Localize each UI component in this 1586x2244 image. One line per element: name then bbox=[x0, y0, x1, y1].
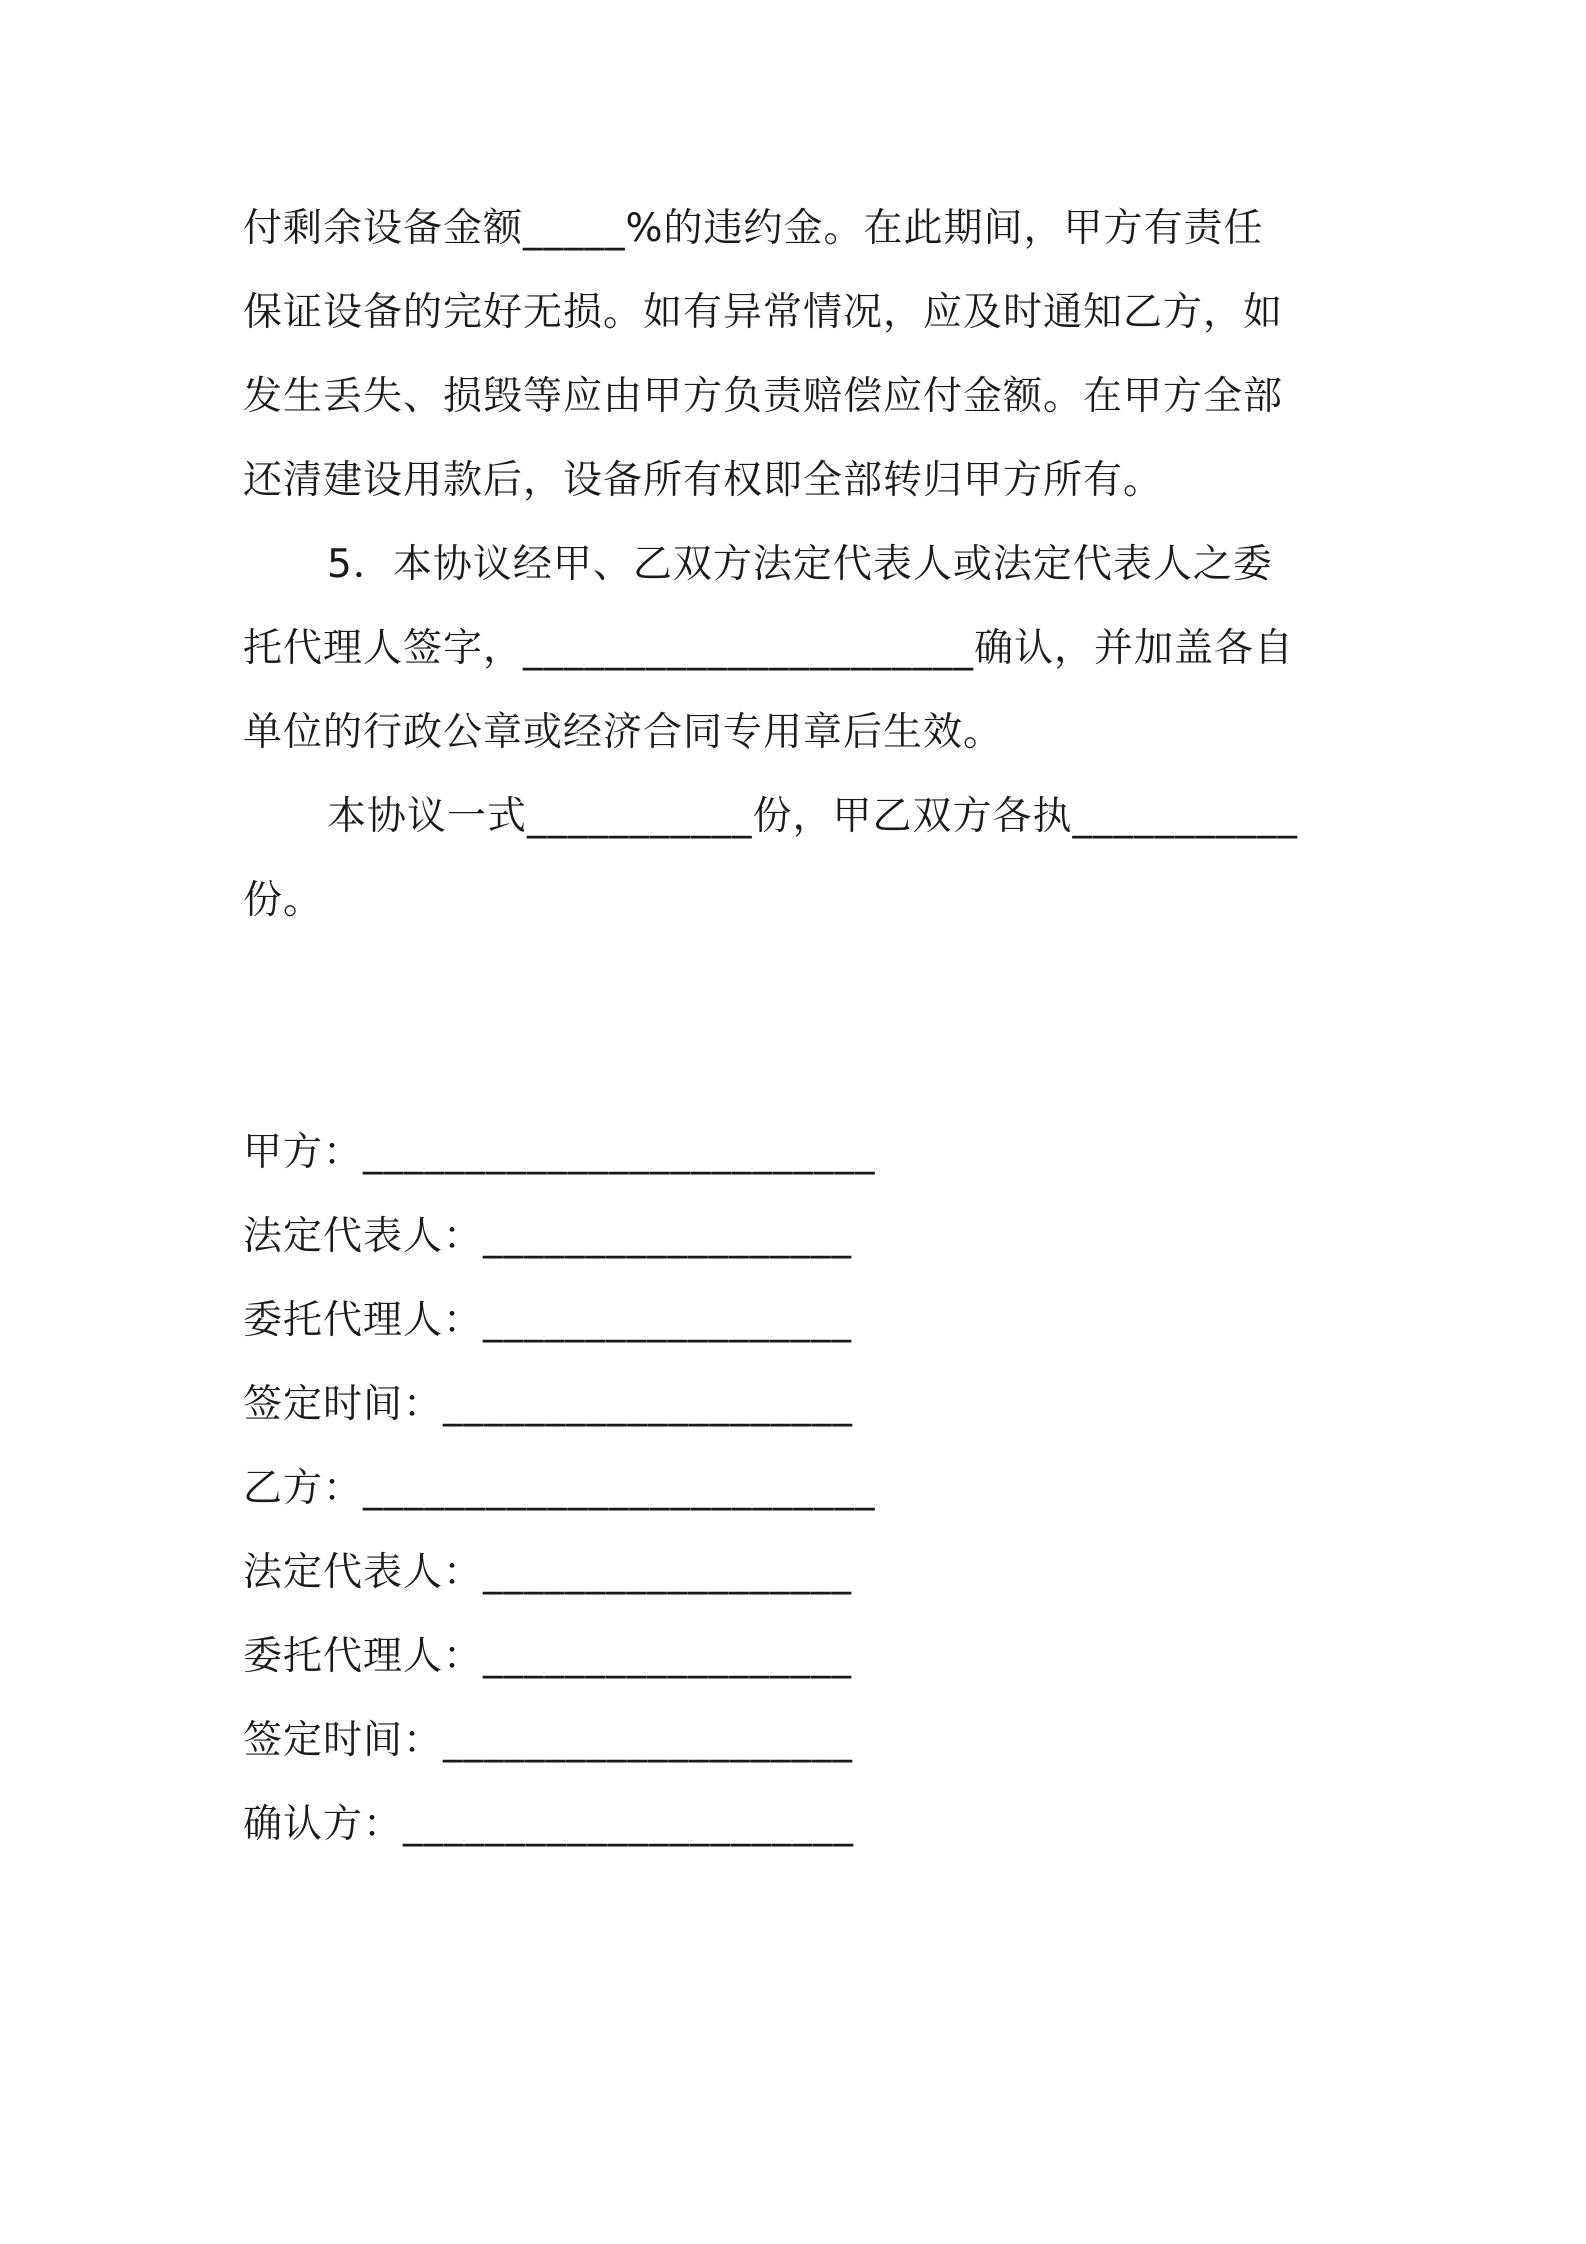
party-b-date-field: 签定时间：____________________ bbox=[243, 1718, 854, 1763]
party-b-agent-field: 委托代理人：__________________ bbox=[243, 1634, 853, 1679]
body-line: 还清建设用款后，设备所有权即全部转归甲方所有。 bbox=[243, 458, 1164, 503]
body-line: 托代理人签字，______________________确认，并加盖各自 bbox=[243, 626, 1295, 671]
body-line: 份。 bbox=[243, 878, 324, 923]
clause-5-line: 5．本协议经甲、乙双方法定代表人或法定代表人之委 bbox=[327, 542, 1273, 587]
copies-line: 本协议一式___________份，甲乙双方各执___________ bbox=[327, 794, 1299, 839]
party-a-field: 甲方：_________________________ bbox=[243, 1130, 876, 1175]
party-a-agent-field: 委托代理人：__________________ bbox=[243, 1298, 853, 1343]
party-a-date-field: 签定时间：____________________ bbox=[243, 1382, 854, 1427]
body-line: 付剩余设备金额_____%的违约金。在此期间，甲方有责任 bbox=[243, 206, 1264, 251]
party-b-legal-rep-field: 法定代表人：__________________ bbox=[243, 1550, 853, 1595]
party-a-legal-rep-field: 法定代表人：__________________ bbox=[243, 1214, 853, 1259]
party-b-field: 乙方：_________________________ bbox=[243, 1466, 876, 1511]
body-line: 发生丢失、损毁等应由甲方负责赔偿应付金额。在甲方全部 bbox=[243, 374, 1284, 419]
confirming-party-field: 确认方：______________________ bbox=[243, 1802, 855, 1847]
body-line: 单位的行政公章或经济合同专用章后生效。 bbox=[243, 710, 1004, 755]
body-line: 保证设备的完好无损。如有异常情况，应及时通知乙方，如 bbox=[243, 290, 1284, 335]
